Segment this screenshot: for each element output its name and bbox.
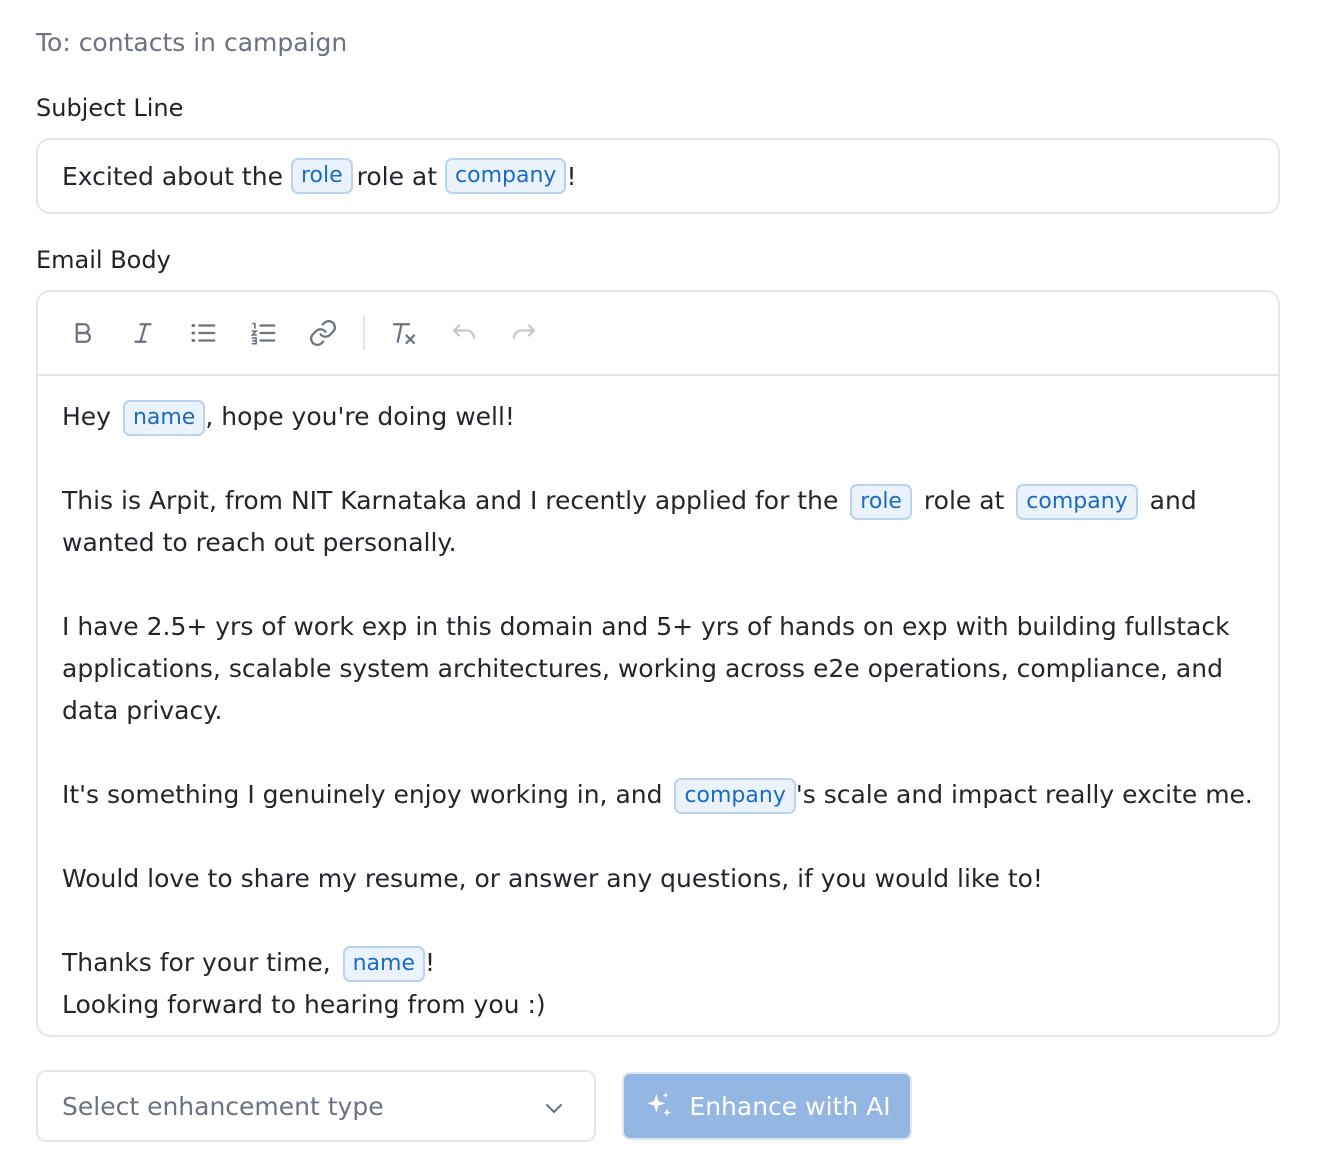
sparkles-icon: [643, 1090, 675, 1122]
link-icon[interactable]: [307, 317, 339, 349]
select-placeholder: Select enhancement type: [62, 1091, 384, 1121]
enhance-button-label: Enhance with AI: [689, 1091, 891, 1121]
email-body-content[interactable]: [38, 376, 1278, 1026]
variable-chip-role[interactable]: role: [850, 484, 912, 520]
body-text: 's scale and impact really excite me.: [795, 780, 1253, 809]
body-text: !: [424, 948, 436, 977]
subject-text: role at: [356, 161, 438, 191]
body-text: This is Arpit, from NIT Karnataka and I recently applied for the: [62, 486, 839, 515]
editor-toolbar: [38, 292, 1278, 376]
email-body-editor[interactable]: [36, 290, 1280, 1037]
redo-icon[interactable]: [508, 317, 540, 349]
body-paragraph: I have 2.5+ yrs of work exp in this domain and 5+ yrs of hands on exp with building fullstack applications, scalable system architectures, working across e2e operations, compliance, and data privacy.: [62, 612, 1230, 725]
body-paragraph: [62, 774, 1254, 816]
undo-icon[interactable]: [448, 317, 480, 349]
bullet-list-icon[interactable]: [187, 317, 219, 349]
variable-chip-role[interactable]: role: [291, 158, 353, 194]
body-paragraph: [62, 396, 1254, 438]
body-text: , hope you're doing well!: [205, 402, 515, 431]
italic-icon[interactable]: [127, 317, 159, 349]
body-text: Hey: [62, 402, 111, 431]
body-paragraph: [62, 942, 1254, 984]
variable-chip-name[interactable]: name: [123, 400, 205, 436]
enhance-with-ai-button[interactable]: [622, 1072, 912, 1140]
body-text: It's something I genuinely enjoy working in, and: [62, 780, 663, 809]
body-paragraph: Would love to share my resume, or answer any questions, if you would like to!: [62, 864, 1043, 893]
variable-chip-company[interactable]: company: [445, 158, 566, 194]
body-text: Thanks for your time,: [62, 948, 331, 977]
body-text: role at: [923, 486, 1005, 515]
chevron-down-icon: [542, 1096, 566, 1120]
subject-text: Excited about the: [62, 161, 283, 191]
numbered-list-icon[interactable]: [247, 317, 279, 349]
subject-input[interactable]: [36, 138, 1280, 214]
variable-chip-company[interactable]: company: [1016, 484, 1137, 520]
clear-format-icon[interactable]: [388, 317, 420, 349]
recipient-line: To: contacts in campaign: [36, 28, 348, 57]
enhancement-type-select[interactable]: [36, 1070, 596, 1142]
variable-chip-company[interactable]: company: [674, 778, 795, 814]
bold-icon[interactable]: [67, 317, 99, 349]
body-paragraph: Looking forward to hearing from you :): [62, 990, 546, 1019]
toolbar-divider: [363, 316, 365, 350]
variable-chip-name[interactable]: name: [343, 946, 425, 982]
subject-text: !: [566, 161, 577, 191]
body-paragraph: [62, 480, 1254, 564]
subject-label: Subject Line: [36, 94, 184, 122]
email-body-label: Email Body: [36, 246, 171, 274]
body-text: and wanted to reach out personally.: [62, 486, 1197, 557]
